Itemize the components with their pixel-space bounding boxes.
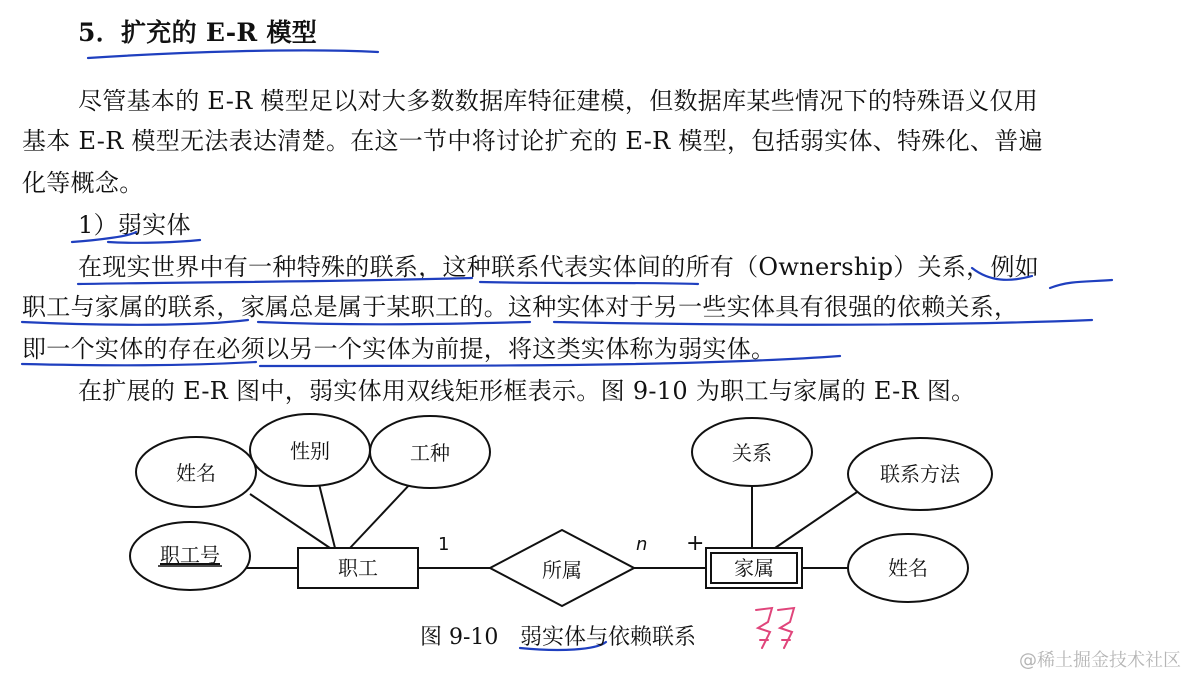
entity-dependent-label: 家属 <box>734 556 774 580</box>
attr-gender-label: 性别 <box>290 439 330 463</box>
cardinality-one: 1 <box>438 534 450 555</box>
attr-jobtype-label: 工种 <box>410 441 450 465</box>
figure-caption: 弱实体与依赖联系 <box>520 625 697 650</box>
plus-mark: + <box>686 531 705 556</box>
entity-employee-label: 职工 <box>338 556 378 580</box>
cardinality-many: n <box>636 534 648 555</box>
handwritten-weak-glyph <box>756 608 794 648</box>
attr-employee-id-label: 职工号 <box>160 543 220 567</box>
watermark: @稀土掘金技术社区 <box>1019 650 1181 671</box>
figure-number: 图 9-10 <box>420 625 499 650</box>
paragraph-2-line-1: 在现实世界中有一种特殊的联系，这种联系代表实体间的所有（Ownership）关系，例如 <box>78 253 1040 281</box>
attr-relation-label: 关系 <box>732 441 772 465</box>
paragraph-1-line-3: 化等概念。 <box>22 169 144 197</box>
paragraph-2-line-3: 即一个实体的存在必须以另一个实体为前提，将这类实体称为弱实体。 <box>22 335 776 363</box>
paragraph-1-line-1: 尽管基本的 E-R 模型足以对大多数数据库特征建模，但数据库某些情况下的特殊语义仅用 <box>78 87 1038 115</box>
paragraph-3: 在扩展的 E-R 图中，弱实体用双线矩形框表示。图 9-10 为职工与家属的 E-R 图。 <box>78 377 976 405</box>
paragraph-1-line-2: 基本 E-R 模型无法表达清楚。在这一节中将讨论扩充的 E-R 模型，包括弱实体、特殊化、普遍 <box>22 127 1043 155</box>
section-heading: 5．扩充的 E-R 模型 <box>78 18 318 47</box>
attr-name-label: 姓名 <box>176 461 216 485</box>
relationship-label: 所属 <box>542 558 582 582</box>
attr-dependent-name-label: 姓名 <box>888 556 928 580</box>
attr-contact-label: 联系方法 <box>880 462 960 486</box>
subheading-weak-entity: 1）弱实体 <box>78 211 191 239</box>
paragraph-2-line-2: 职工与家属的联系，家属总是属于某职工的。这种实体对于另一些实体具有很强的依赖关系， <box>22 293 1019 321</box>
